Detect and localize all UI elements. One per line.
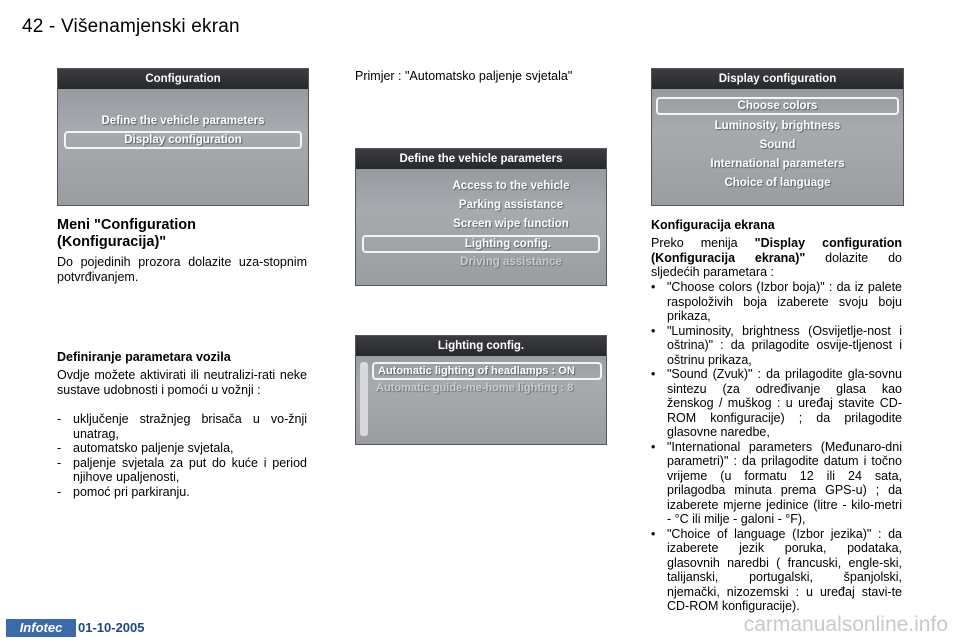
screen-option: Choice of language <box>724 177 831 189</box>
list-item: • "Choose colors (Izbor boja)" : da iz palete raspoloživih boja izaberete svoju boju prikaza, <box>651 280 902 323</box>
list-item: • "International parameters (Međunaro-dni parametri)" : da prilagodite datum i točno vrijeme (u formatu 12 ili 24 sata, prilagodba minuta prema GPS-u) ; da izaberete mjerne jedinice (litre - kilo-metri - °C ili milje - galoni - °F), <box>651 439 902 526</box>
list-item: - pomoć pri parkiranju. <box>57 484 190 499</box>
infotec-logo: Infotec <box>6 619 76 637</box>
screen-option: Automatic guide-me-home lighting : 8 <box>376 382 574 394</box>
define-list <box>57 412 307 499</box>
list-item: • "Sound (Zvuk)" : da prilagodite gla-sovnu sintezu (za određivanje glasa kao ženskog / muškog : u uređaj stavite CD-ROM konfiguracije) ; da prilagodite glasovne naredbe, <box>651 367 902 439</box>
screen-option: Sound <box>759 139 796 151</box>
screen-option: International parameters <box>710 158 845 170</box>
screen-option: Parking assistance <box>458 199 564 211</box>
lighting-config-screen-image <box>355 335 607 445</box>
screen-option-selected: Lighting config. <box>362 235 600 253</box>
list-item: • "Luminosity, brightness (Osvijetlje-nost i oštrina)" : da prilagodite osvije-tljenost i oštrinu prikaza, <box>651 323 902 367</box>
screen-option-selected: Choose colors <box>656 97 899 115</box>
configuration-screen-image <box>57 68 309 206</box>
list-item: • "Choice of language (Izbor jezika)" : da izaberete jezik poruka, podataka, glasovnih naredbi ( francuski, engle-ski, talijanski, portugalski, španjolski, njemački, nizozemski : u uređaj stavi-te CD-ROM konfiguracije). <box>651 526 902 613</box>
screen-title: Display configuration <box>718 73 837 85</box>
example-caption: Primjer : "Automatsko paljenje svjetala" <box>355 69 573 83</box>
display-config-list <box>651 280 902 614</box>
menu-heading: Meni "Configuration (Konfiguracija)" <box>57 217 196 250</box>
screen-title: Configuration <box>145 73 221 85</box>
display-configuration-screen-image <box>651 68 904 206</box>
watermark: carmanualsonline.info <box>743 613 948 636</box>
list-item: - paljenje svjetala za put do kuće i period njihove upaljenosti, <box>57 455 307 484</box>
menu-text: Do pojedinih prozora dolazite uza-stopnim potvrđivanjem. <box>57 255 307 284</box>
page-title: 42 - Višenamjenski ekran <box>22 16 240 37</box>
vehicle-parameters-screen-image <box>355 148 607 286</box>
list-item: - uključenje stražnjeg brisača u vo-žnji unatrag, <box>57 412 307 441</box>
screen-title: Lighting config. <box>437 340 525 352</box>
screen-option: Driving assistance <box>460 256 562 268</box>
list-item: - automatsko paljenje svjetala, <box>57 441 234 455</box>
define-heading: Definiranje parametara vozila <box>57 350 231 364</box>
screen-option: Access to the vehicle <box>452 180 570 192</box>
screen-option-selected: Automatic lighting of headlamps : ON <box>372 362 602 380</box>
screen-option: Define the vehicle parameters <box>101 115 265 127</box>
display-config-heading: Konfiguracija ekrana <box>651 218 775 232</box>
screen-title: Define the vehicle parameters <box>399 153 563 165</box>
screen-option: Luminosity, brightness <box>714 120 841 132</box>
display-config-intro: Preko menija "Display configuration (Konfiguracija ekrana)" dolazite do sljedećih parametara : <box>651 236 903 279</box>
screen-scrollbar <box>360 362 368 436</box>
screen-option-selected: Display configuration <box>64 131 302 149</box>
define-text: Ovdje možete aktivirati ili neutralizi-rati neke sustave udobnosti i pomoći u vožnji : <box>57 368 307 397</box>
screen-option: Screen wipe function <box>453 218 569 230</box>
footer-date: 01-10-2005 <box>78 620 145 635</box>
